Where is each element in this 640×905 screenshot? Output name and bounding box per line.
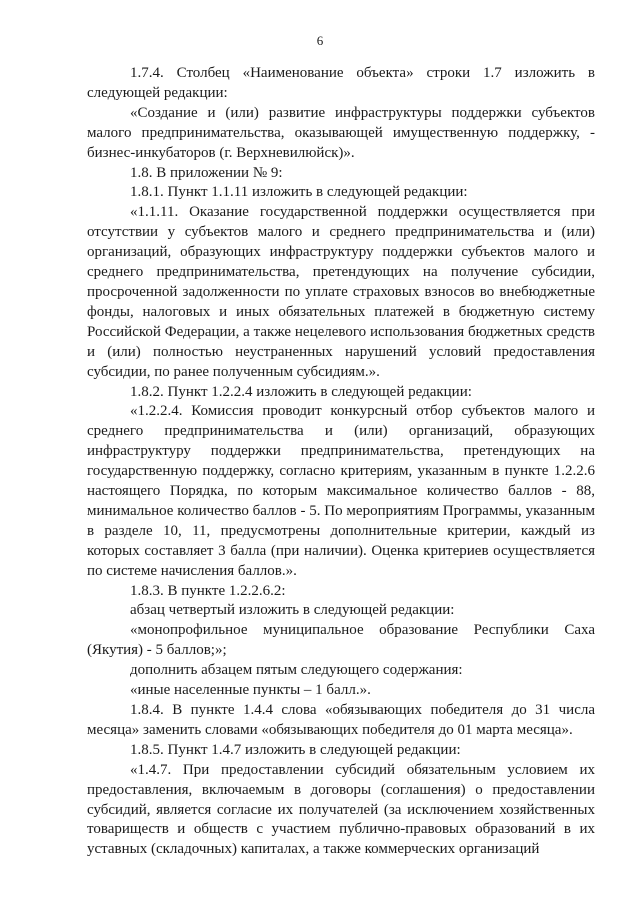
paragraph-abzac-4: абзац четвертый изложить в следующей редакции:	[130, 602, 455, 619]
paragraph-quote-monoprofile: «монопрофильное муниципальное образование Республики Саха (Якутия) - 5 баллов;»;	[87, 622, 595, 659]
page-number: 6	[316, 33, 324, 48]
paragraph-1-8-2: 1.8.2. Пункт 1.2.2.4 изложить в следующей редакции:	[130, 383, 472, 400]
document-body	[87, 64, 595, 860]
paragraph-quote-other-settlements: «иные населенные пункты – 1 балл.».	[130, 682, 371, 699]
paragraph-abzac-5: дополнить абзацем пятым следующего содержания:	[130, 662, 463, 679]
paragraph-quote-1-2-2-4: «1.2.2.4. Комиссия проводит конкурсный отбор субъектов малого и среднего предпринимательства и (или) организаций, образующих инфраструктуру поддержки предпринимательства, претендующих на государственную поддержку, согласно критериям, указанным в пункте 1.2.2.6 настоящего Порядка, по которым максимальное количество баллов - 88, минимальное количество баллов - 5. По мероприятиям Программы, указанным в разделе 10, 11, предусмотрены дополнительные критерии, каждый из которых составляет 3 балла (при наличии). Оценка критериев осуществляется по системе начисления баллов.».	[87, 403, 595, 579]
paragraph-quote-1-1-11: «1.1.11. Оказание государственной поддержки осуществляется при отсутствии у субъектов малого и среднего предпринимательства и (или) организаций, образующих инфраструктуру поддержки субъектов малого и среднего предпринимательства, претендующих на получение субсидии, просроченной задолженности по уплате страховых взносов во внебюджетные фонды, налоговых и иных обязательных платежей в бюджетную систему Российской Федерации, а также нецелевого использования бюджетных средств и (или) полностью неустраненных нарушений условий предоставления субсидии, по ранее полученным субсидиям.».	[87, 204, 595, 380]
paragraph-1-8-5: 1.8.5. Пункт 1.4.7 изложить в следующей редакции:	[130, 741, 461, 758]
paragraph-quote-1-4-7: «1.4.7. При предоставлении субсидий обязательным условием их предоставления, включаемым в договоры (соглашения) о предоставлении субсидий, является согласие их получателей (за исключением хозяйственных товариществ и обществ с участием публично-правовых образований в их уставных (складочных) капиталах, а также коммерческих организаций	[87, 761, 595, 858]
paragraph-1-8-1: 1.8.1. Пункт 1.1.11 изложить в следующей редакции:	[130, 184, 468, 201]
paragraph-quote-infrastructure: «Создание и (или) развитие инфраструктуры поддержки субъектов малого предпринимательства, оказывающей имущественную поддержку, - бизнес-инкубаторов (г. Верхневилюйск)».	[87, 104, 595, 161]
paragraph-1-8-3: 1.8.3. В пункте 1.2.2.6.2:	[130, 582, 286, 599]
paragraph-1-8: 1.8. В приложении № 9:	[130, 164, 283, 181]
paragraph-1-8-4: 1.8.4. В пункте 1.4.4 слова «обязывающих победителя до 31 числа месяца» заменить словами «обязывающих победителя до 01 марта месяца».	[87, 702, 595, 738]
paragraph-1-7-4: 1.7.4. Столбец «Наименование объекта» строки 1.7 изложить в следующей редакции:	[87, 65, 595, 101]
